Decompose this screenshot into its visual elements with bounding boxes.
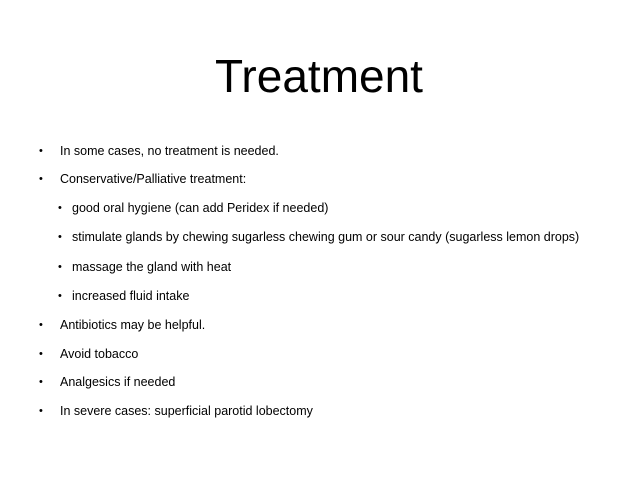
- sub-bullet-item: [58, 259, 232, 275]
- bullet-text: Avoid tobacco: [60, 347, 139, 361]
- bullet-icon: •: [58, 290, 62, 302]
- bullet-text: increased fluid intake: [72, 289, 190, 303]
- sub-bullet-item: [58, 229, 580, 245]
- sub-bullet-item: [58, 200, 329, 216]
- bullet-item: [39, 317, 206, 333]
- bullet-icon: •: [39, 348, 43, 360]
- bullet-item: [39, 171, 247, 187]
- bullet-item: [39, 374, 176, 390]
- bullet-item: [39, 346, 139, 362]
- bullet-text: massage the gland with heat: [72, 260, 232, 274]
- bullet-icon: •: [39, 173, 43, 185]
- bullet-icon: •: [39, 319, 43, 331]
- slide-title: Treatment: [215, 50, 423, 102]
- bullet-text: Antibiotics may be helpful.: [60, 318, 206, 332]
- bullet-item: [39, 143, 279, 159]
- bullet-icon: •: [39, 145, 43, 157]
- bullet-text: stimulate glands by chewing sugarless chewing gum or sour candy (sugarless lemon drops): [72, 230, 580, 244]
- bullet-text: In some cases, no treatment is needed.: [60, 144, 279, 158]
- bullet-text: good oral hygiene (can add Peridex if needed): [72, 201, 329, 215]
- bullet-icon: •: [58, 231, 62, 243]
- bullet-item: [39, 403, 313, 419]
- bullet-icon: •: [58, 202, 62, 214]
- bullet-icon: •: [39, 376, 43, 388]
- bullet-text: Conservative/Palliative treatment:: [60, 172, 247, 186]
- bullet-text: Analgesics if needed: [60, 375, 176, 389]
- sub-bullet-item: [58, 288, 190, 304]
- bullet-icon: •: [58, 261, 62, 273]
- bullet-icon: •: [39, 405, 43, 417]
- bullet-text: In severe cases: superficial parotid lobectomy: [60, 404, 313, 418]
